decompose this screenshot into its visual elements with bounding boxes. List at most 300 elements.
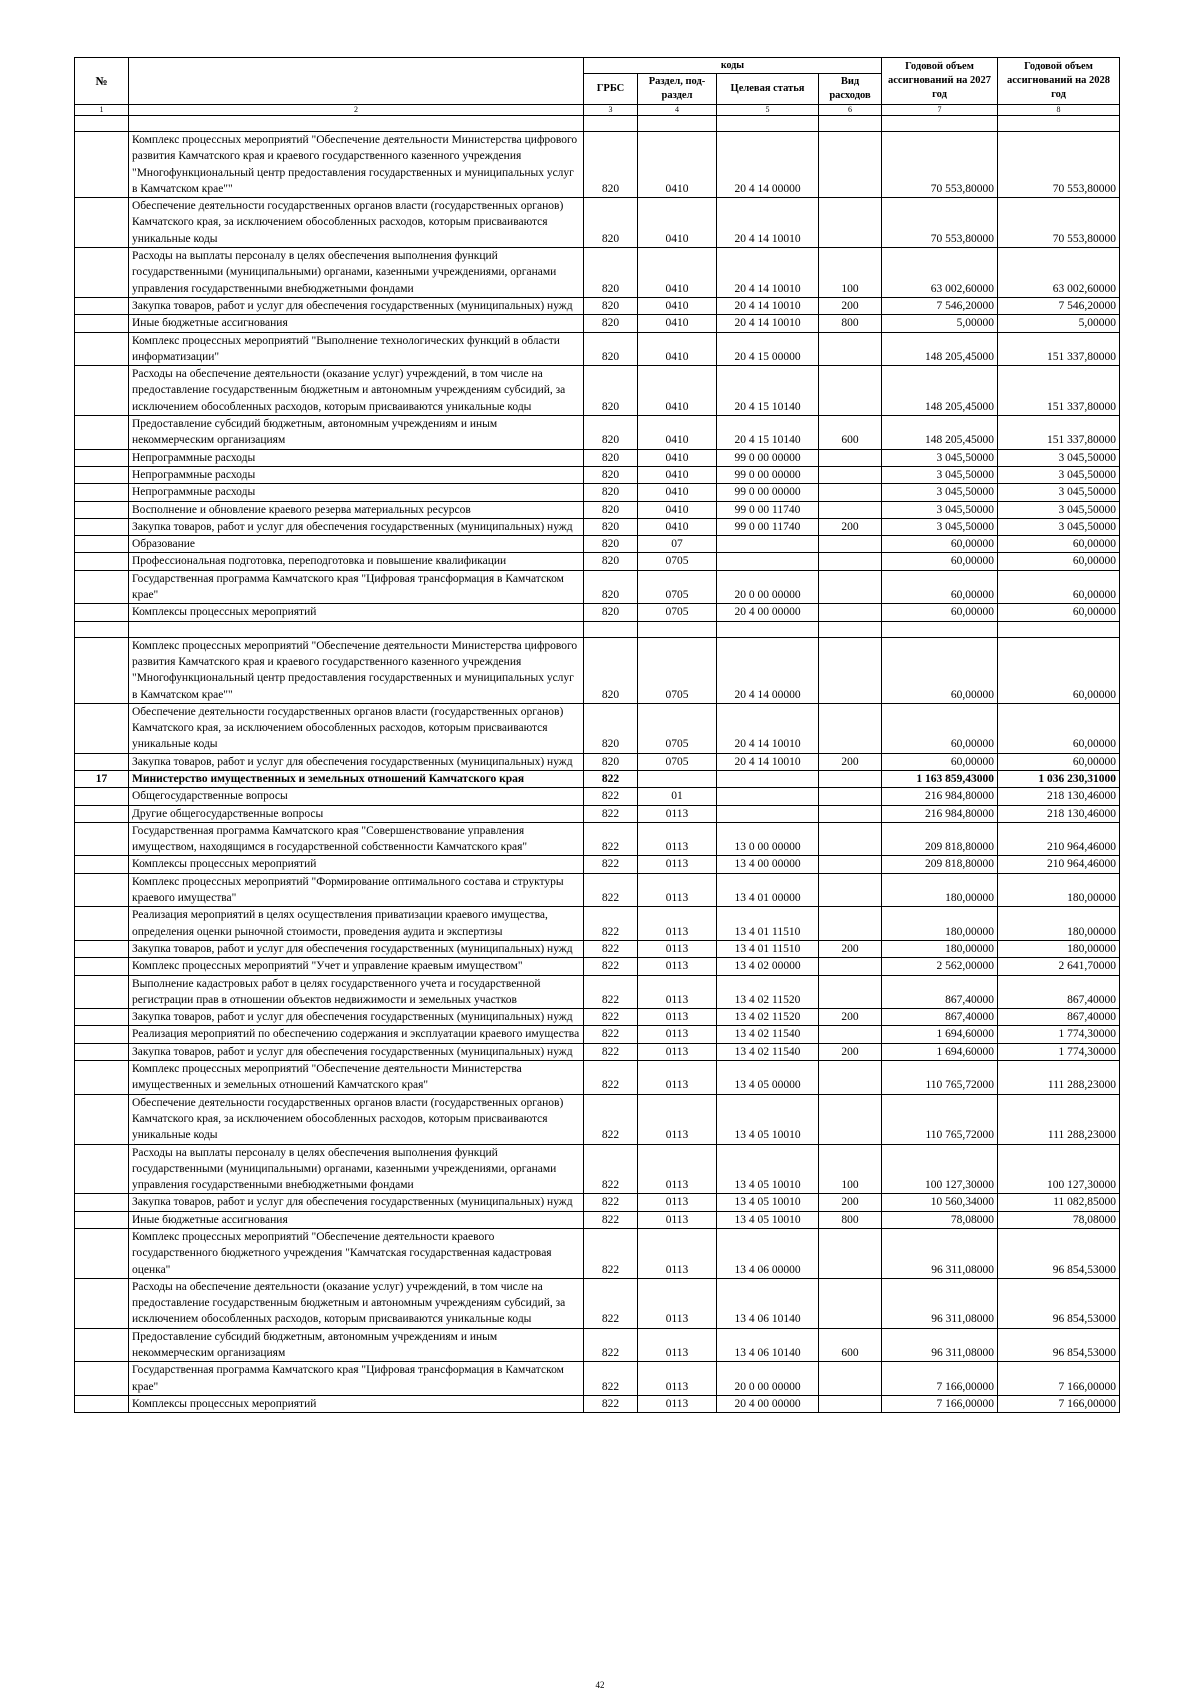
row-number: [75, 856, 129, 873]
row-section: 0113: [638, 1026, 717, 1043]
table-row: [75, 132, 1120, 198]
row-number: [75, 1194, 129, 1211]
row-expense-type: [819, 553, 882, 570]
row-target-article: 13 4 01 00000: [717, 873, 819, 907]
row-section: 0113: [638, 1328, 717, 1362]
row-allocation-2028: 60,00000: [998, 536, 1120, 553]
row-name: Комплекс процессных мероприятий "Выполнение технологических функций в области информатизации": [129, 332, 584, 366]
row-section: 0410: [638, 449, 717, 466]
row-target-article: 20 4 14 00000: [717, 637, 819, 703]
row-allocation-2027: 70 553,80000: [882, 132, 998, 198]
table-row: [75, 484, 1120, 501]
row-allocation-2028: 180,00000: [998, 873, 1120, 907]
row-section: 0410: [638, 484, 717, 501]
row-number: [75, 449, 129, 466]
row-target-article: 13 4 02 11520: [717, 975, 819, 1009]
row-name: Реализация мероприятий в целях осуществления приватизации краевого имущества, определения оценки рыночной стоимости, проведения аудита и экспертизы: [129, 907, 584, 941]
row-expense-type: [819, 1229, 882, 1279]
row-allocation-2028: 210 964,46000: [998, 856, 1120, 873]
row-name: Восполнение и обновление краевого резерва материальных ресурсов: [129, 501, 584, 518]
row-section: 0705: [638, 753, 717, 770]
row-number: [75, 484, 129, 501]
row-section: 0705: [638, 570, 717, 604]
row-name: Закупка товаров, работ и услуг для обеспечения государственных (муниципальных) нужд: [129, 518, 584, 535]
row-expense-type: [819, 570, 882, 604]
row-target-article: 20 4 00 00000: [717, 1395, 819, 1412]
row-name: Реализация мероприятий по обеспечению содержания и эксплуатации краевого имущества: [129, 1026, 584, 1043]
row-allocation-2028: 180,00000: [998, 940, 1120, 957]
row-allocation-2028: 7 546,20000: [998, 297, 1120, 314]
row-allocation-2027: 209 818,80000: [882, 822, 998, 856]
row-expense-type: 600: [819, 416, 882, 450]
row-grbs: 822: [584, 1094, 638, 1144]
row-number: [75, 907, 129, 941]
row-expense-type: 100: [819, 248, 882, 298]
table-row: [75, 873, 1120, 907]
row-allocation-2028: 7 166,00000: [998, 1395, 1120, 1412]
row-number: [75, 1026, 129, 1043]
row-expense-type: [819, 856, 882, 873]
table-row: [75, 553, 1120, 570]
row-name: Закупка товаров, работ и услуг для обеспечения государственных (муниципальных) нужд: [129, 940, 584, 957]
row-grbs: 820: [584, 703, 638, 753]
row-allocation-2027: 3 045,50000: [882, 466, 998, 483]
row-allocation-2027: 209 818,80000: [882, 856, 998, 873]
table-row: [75, 449, 1120, 466]
row-name: Расходы на обеспечение деятельности (оказание услуг) учреждений, в том числе на предоставление государственным бюджетным и автономным учреждениям субсидий, за исключением обособленных расходов, которым присваиваются уникальные коды: [129, 366, 584, 416]
row-allocation-2028: 70 553,80000: [998, 132, 1120, 198]
table-row: [75, 1094, 1120, 1144]
row-allocation-2027: 3 045,50000: [882, 501, 998, 518]
row-allocation-2027: 180,00000: [882, 873, 998, 907]
row-name: Комплексы процессных мероприятий: [129, 856, 584, 873]
row-section: 0113: [638, 1194, 717, 1211]
table-row: [75, 753, 1120, 770]
row-name: Комплекс процессных мероприятий "Обеспечение деятельности Министерства цифрового развития Камчатского края и краевого государственного казенного учреждения "Многофункциональный центр предоставления государственных и муниципальных услуг в Камчатском крае"": [129, 637, 584, 703]
row-allocation-2028: 60,00000: [998, 637, 1120, 703]
row-name: Общегосударственные вопросы: [129, 788, 584, 805]
spacer-cell: [819, 621, 882, 637]
row-grbs: 822: [584, 1194, 638, 1211]
row-allocation-2027: 100 127,30000: [882, 1144, 998, 1194]
page-number: 42: [595, 1680, 605, 1690]
header-codes: коды: [584, 58, 882, 74]
row-allocation-2028: 1 774,30000: [998, 1026, 1120, 1043]
row-name: Закупка товаров, работ и услуг для обеспечения государственных (муниципальных) нужд: [129, 753, 584, 770]
row-target-article: 99 0 00 00000: [717, 449, 819, 466]
row-section: 0705: [638, 703, 717, 753]
row-expense-type: [819, 198, 882, 248]
row-grbs: 822: [584, 1229, 638, 1279]
row-section: 0113: [638, 1043, 717, 1060]
row-number: [75, 1395, 129, 1412]
row-target-article: 13 4 05 10010: [717, 1194, 819, 1211]
row-allocation-2027: 60,00000: [882, 536, 998, 553]
row-name: Расходы на выплаты персоналу в целях обеспечения выполнения функций государственными (муниципальными) органами, казенными учреждениями, органами управления государственными внебюджетными фондами: [129, 248, 584, 298]
row-section: 0410: [638, 315, 717, 332]
row-grbs: 820: [584, 332, 638, 366]
table-row: [75, 940, 1120, 957]
row-grbs: 822: [584, 856, 638, 873]
header-number: №: [75, 58, 129, 105]
row-target-article: 13 4 02 11520: [717, 1009, 819, 1026]
column-index: 2: [129, 105, 584, 116]
row-allocation-2028: 151 337,80000: [998, 332, 1120, 366]
row-section: 0410: [638, 132, 717, 198]
row-grbs: 822: [584, 770, 638, 787]
row-expense-type: [819, 770, 882, 787]
table-row: [75, 1144, 1120, 1194]
row-grbs: 820: [584, 637, 638, 703]
row-number: [75, 604, 129, 621]
spacer-cell: [882, 621, 998, 637]
row-number: [75, 553, 129, 570]
row-name: Государственная программа Камчатского края "Цифровая трансформация в Камчатском крае": [129, 1362, 584, 1396]
row-section: 07: [638, 536, 717, 553]
row-expense-type: 800: [819, 315, 882, 332]
row-target-article: 20 4 15 00000: [717, 332, 819, 366]
row-number: [75, 332, 129, 366]
row-section: 0113: [638, 805, 717, 822]
row-section: 0113: [638, 856, 717, 873]
row-target-article: 20 4 15 10140: [717, 366, 819, 416]
row-expense-type: [819, 1061, 882, 1095]
row-section: 0113: [638, 975, 717, 1009]
row-section: 0113: [638, 1094, 717, 1144]
row-expense-type: [819, 873, 882, 907]
row-name: Другие общегосударственные вопросы: [129, 805, 584, 822]
table-row: [75, 788, 1120, 805]
row-target-article: 13 4 02 11540: [717, 1026, 819, 1043]
column-index-row: [75, 105, 1120, 116]
row-allocation-2028: 3 045,50000: [998, 518, 1120, 535]
row-number: [75, 753, 129, 770]
row-section: 0410: [638, 198, 717, 248]
table-row: [75, 1026, 1120, 1043]
row-number: [75, 788, 129, 805]
row-name: Комплекс процессных мероприятий "Обеспечение деятельности Министерства цифрового развития Камчатского края и краевого государственного казенного учреждения "Многофункциональный центр предоставления государственных и муниципальных услуг в Камчатском крае"": [129, 132, 584, 198]
row-allocation-2028: 3 045,50000: [998, 449, 1120, 466]
row-target-article: [717, 805, 819, 822]
row-number: [75, 1328, 129, 1362]
row-grbs: 820: [584, 466, 638, 483]
row-expense-type: 200: [819, 753, 882, 770]
table-row: [75, 1229, 1120, 1279]
table-row: [75, 1211, 1120, 1228]
table-row: [75, 1278, 1120, 1328]
row-target-article: [717, 553, 819, 570]
table-row: [75, 822, 1120, 856]
budget-sheet: [74, 57, 1119, 1413]
table-row: [75, 907, 1120, 941]
row-allocation-2028: 7 166,00000: [998, 1362, 1120, 1396]
row-allocation-2027: 3 045,50000: [882, 518, 998, 535]
row-allocation-2028: 60,00000: [998, 703, 1120, 753]
row-name: Закупка товаров, работ и услуг для обеспечения государственных (муниципальных) нужд: [129, 297, 584, 314]
row-grbs: 822: [584, 1009, 638, 1026]
header-grbs: ГРБС: [584, 74, 638, 105]
row-expense-type: [819, 637, 882, 703]
row-grbs: 822: [584, 822, 638, 856]
row-allocation-2027: 1 163 859,43000: [882, 770, 998, 787]
row-allocation-2027: 148 205,45000: [882, 366, 998, 416]
row-name: Обеспечение деятельности государственных органов власти (государственных органов) Камчатского края, за исключением обособленных расходов, которым присваиваются уникальные коды: [129, 198, 584, 248]
row-section: 0113: [638, 1395, 717, 1412]
row-section: 0410: [638, 416, 717, 450]
row-number: [75, 703, 129, 753]
row-expense-type: [819, 1395, 882, 1412]
row-target-article: 20 4 14 10010: [717, 703, 819, 753]
row-name: Комплекс процессных мероприятий "Обеспечение деятельности краевого государственного бюджетного учреждения "Камчатская государственная кадастровая оценка": [129, 1229, 584, 1279]
row-grbs: 820: [584, 248, 638, 298]
row-section: 0113: [638, 1061, 717, 1095]
row-grbs: 820: [584, 484, 638, 501]
table-row: [75, 637, 1120, 703]
row-target-article: 13 4 05 10010: [717, 1144, 819, 1194]
row-name: Комплекс процессных мероприятий "Обеспечение деятельности Министерства имущественных и земельных отношений Камчатского края": [129, 1061, 584, 1095]
row-allocation-2027: 60,00000: [882, 703, 998, 753]
row-grbs: 820: [584, 416, 638, 450]
row-target-article: 13 4 05 10010: [717, 1211, 819, 1228]
row-allocation-2027: 60,00000: [882, 637, 998, 703]
row-allocation-2027: 60,00000: [882, 553, 998, 570]
row-target-article: 13 4 01 11510: [717, 940, 819, 957]
spacer-cell: [75, 621, 129, 637]
header-allocation-2028: Годовой объем ассигнований на 2028 год: [998, 58, 1120, 105]
row-section: 0705: [638, 604, 717, 621]
row-allocation-2028: 60,00000: [998, 604, 1120, 621]
row-number: [75, 1061, 129, 1095]
row-name: Образование: [129, 536, 584, 553]
row-target-article: 13 4 06 00000: [717, 1229, 819, 1279]
row-target-article: 20 4 14 10010: [717, 297, 819, 314]
row-allocation-2027: 216 984,80000: [882, 805, 998, 822]
row-target-article: 13 0 00 00000: [717, 822, 819, 856]
spacer-cell: [998, 116, 1120, 132]
row-allocation-2027: 1 694,60000: [882, 1043, 998, 1060]
row-expense-type: [819, 366, 882, 416]
row-allocation-2027: 867,40000: [882, 1009, 998, 1026]
row-section: 0113: [638, 1362, 717, 1396]
row-name: Обеспечение деятельности государственных органов власти (государственных органов) Камчатского края, за исключением обособленных расходов, которым присваиваются уникальные коды: [129, 703, 584, 753]
row-expense-type: [819, 975, 882, 1009]
row-section: 0410: [638, 466, 717, 483]
spacer-cell: [998, 621, 1120, 637]
row-allocation-2027: 1 694,60000: [882, 1026, 998, 1043]
row-allocation-2027: 70 553,80000: [882, 198, 998, 248]
row-section: [638, 770, 717, 787]
table-row: [75, 958, 1120, 975]
row-allocation-2028: 2 641,70000: [998, 958, 1120, 975]
row-target-article: 20 4 14 10010: [717, 248, 819, 298]
row-expense-type: [819, 805, 882, 822]
row-expense-type: [819, 484, 882, 501]
row-name: Комплексы процессных мероприятий: [129, 1395, 584, 1412]
spacer-cell: [584, 116, 638, 132]
row-name: Иные бюджетные ассигнования: [129, 1211, 584, 1228]
table-row: [75, 416, 1120, 450]
row-target-article: 99 0 00 00000: [717, 484, 819, 501]
table-row: [75, 1061, 1120, 1095]
row-expense-type: [819, 1362, 882, 1396]
header-expense-type: Вид расходов: [819, 74, 882, 105]
row-allocation-2027: 110 765,72000: [882, 1061, 998, 1095]
row-section: 0410: [638, 297, 717, 314]
row-target-article: 99 0 00 11740: [717, 501, 819, 518]
table-row: [75, 501, 1120, 518]
row-target-article: 13 4 05 00000: [717, 1061, 819, 1095]
row-allocation-2027: 63 002,60000: [882, 248, 998, 298]
row-target-article: [717, 770, 819, 787]
row-allocation-2028: 60,00000: [998, 570, 1120, 604]
row-expense-type: [819, 132, 882, 198]
row-number: [75, 518, 129, 535]
row-number: [75, 1278, 129, 1328]
row-grbs: 820: [584, 198, 638, 248]
header-section: Раздел, под-раздел: [638, 74, 717, 105]
row-number: [75, 637, 129, 703]
row-target-article: 20 4 00 00000: [717, 604, 819, 621]
row-allocation-2028: 867,40000: [998, 1009, 1120, 1026]
table-row: [75, 1328, 1120, 1362]
spacer-cell: [819, 116, 882, 132]
row-allocation-2027: 110 765,72000: [882, 1094, 998, 1144]
spacer-row: [75, 116, 1120, 132]
row-target-article: 13 4 06 10140: [717, 1328, 819, 1362]
row-section: 0113: [638, 958, 717, 975]
row-number: [75, 315, 129, 332]
row-expense-type: [819, 1026, 882, 1043]
row-grbs: 822: [584, 788, 638, 805]
row-section: 0410: [638, 366, 717, 416]
row-allocation-2028: 1 036 230,31000: [998, 770, 1120, 787]
row-name: Комплексы процессных мероприятий: [129, 604, 584, 621]
spacer-cell: [129, 116, 584, 132]
table-row: [75, 703, 1120, 753]
row-expense-type: [819, 1278, 882, 1328]
row-number: [75, 1043, 129, 1060]
row-expense-type: [819, 501, 882, 518]
row-name: Непрограммные расходы: [129, 466, 584, 483]
row-allocation-2028: 63 002,60000: [998, 248, 1120, 298]
row-allocation-2028: 111 288,23000: [998, 1094, 1120, 1144]
row-allocation-2028: 3 045,50000: [998, 466, 1120, 483]
row-allocation-2027: 96 311,08000: [882, 1278, 998, 1328]
row-target-article: 13 4 02 11540: [717, 1043, 819, 1060]
row-allocation-2028: 867,40000: [998, 975, 1120, 1009]
row-name: Непрограммные расходы: [129, 449, 584, 466]
row-section: 0113: [638, 873, 717, 907]
row-grbs: 820: [584, 604, 638, 621]
row-section: 0113: [638, 907, 717, 941]
row-allocation-2028: 180,00000: [998, 907, 1120, 941]
row-section: 0113: [638, 1278, 717, 1328]
row-grbs: 822: [584, 873, 638, 907]
row-number: [75, 416, 129, 450]
row-target-article: 20 0 00 00000: [717, 570, 819, 604]
table-row: [75, 466, 1120, 483]
row-target-article: 13 4 01 11510: [717, 907, 819, 941]
row-section: 01: [638, 788, 717, 805]
row-allocation-2027: 60,00000: [882, 753, 998, 770]
row-allocation-2027: 78,08000: [882, 1211, 998, 1228]
row-number: [75, 132, 129, 198]
spacer-row: [75, 621, 1120, 637]
row-allocation-2027: 96 311,08000: [882, 1229, 998, 1279]
row-section: 0410: [638, 332, 717, 366]
row-target-article: 20 4 14 10010: [717, 753, 819, 770]
row-grbs: 822: [584, 1061, 638, 1095]
row-grbs: 822: [584, 1211, 638, 1228]
row-allocation-2028: 96 854,53000: [998, 1328, 1120, 1362]
row-allocation-2027: 2 562,00000: [882, 958, 998, 975]
row-allocation-2027: 867,40000: [882, 975, 998, 1009]
row-expense-type: [819, 822, 882, 856]
column-index: 8: [998, 105, 1120, 116]
row-allocation-2027: 60,00000: [882, 570, 998, 604]
row-section: 0410: [638, 518, 717, 535]
row-target-article: [717, 536, 819, 553]
row-allocation-2027: 148 205,45000: [882, 332, 998, 366]
row-grbs: 820: [584, 753, 638, 770]
row-target-article: [717, 788, 819, 805]
row-grbs: 822: [584, 1328, 638, 1362]
spacer-cell: [129, 621, 584, 637]
row-grbs: 822: [584, 907, 638, 941]
spacer-cell: [717, 621, 819, 637]
row-grbs: 822: [584, 940, 638, 957]
row-expense-type: [819, 466, 882, 483]
row-name: Профессиональная подготовка, переподготовка и повышение квалификации: [129, 553, 584, 570]
row-expense-type: [819, 604, 882, 621]
row-section: 0705: [638, 553, 717, 570]
table-row: [75, 315, 1120, 332]
row-allocation-2027: 180,00000: [882, 940, 998, 957]
table-row: [75, 198, 1120, 248]
row-number: [75, 366, 129, 416]
row-expense-type: [819, 907, 882, 941]
row-target-article: 20 4 14 00000: [717, 132, 819, 198]
row-allocation-2028: 100 127,30000: [998, 1144, 1120, 1194]
row-number: [75, 501, 129, 518]
row-name: Непрограммные расходы: [129, 484, 584, 501]
table-row: [75, 1395, 1120, 1412]
row-number: [75, 873, 129, 907]
row-grbs: 820: [584, 518, 638, 535]
row-target-article: 99 0 00 11740: [717, 518, 819, 535]
row-grbs: 820: [584, 553, 638, 570]
row-section: 0410: [638, 501, 717, 518]
row-number: [75, 198, 129, 248]
row-section: 0113: [638, 1009, 717, 1026]
row-target-article: 20 4 14 10010: [717, 198, 819, 248]
row-number: [75, 466, 129, 483]
row-allocation-2027: 60,00000: [882, 604, 998, 621]
row-name: Министерство имущественных и земельных отношений Камчатского края: [129, 770, 584, 787]
row-target-article: 13 4 05 10010: [717, 1094, 819, 1144]
row-name: Предоставление субсидий бюджетным, автономным учреждениям и иным некоммерческим организациям: [129, 1328, 584, 1362]
row-allocation-2027: 5,00000: [882, 315, 998, 332]
row-allocation-2028: 3 045,50000: [998, 501, 1120, 518]
row-allocation-2028: 60,00000: [998, 553, 1120, 570]
row-allocation-2028: 11 082,85000: [998, 1194, 1120, 1211]
row-number: [75, 1229, 129, 1279]
row-allocation-2027: 148 205,45000: [882, 416, 998, 450]
table-row: [75, 770, 1120, 787]
row-grbs: 820: [584, 536, 638, 553]
row-number: [75, 1144, 129, 1194]
table-row: [75, 248, 1120, 298]
